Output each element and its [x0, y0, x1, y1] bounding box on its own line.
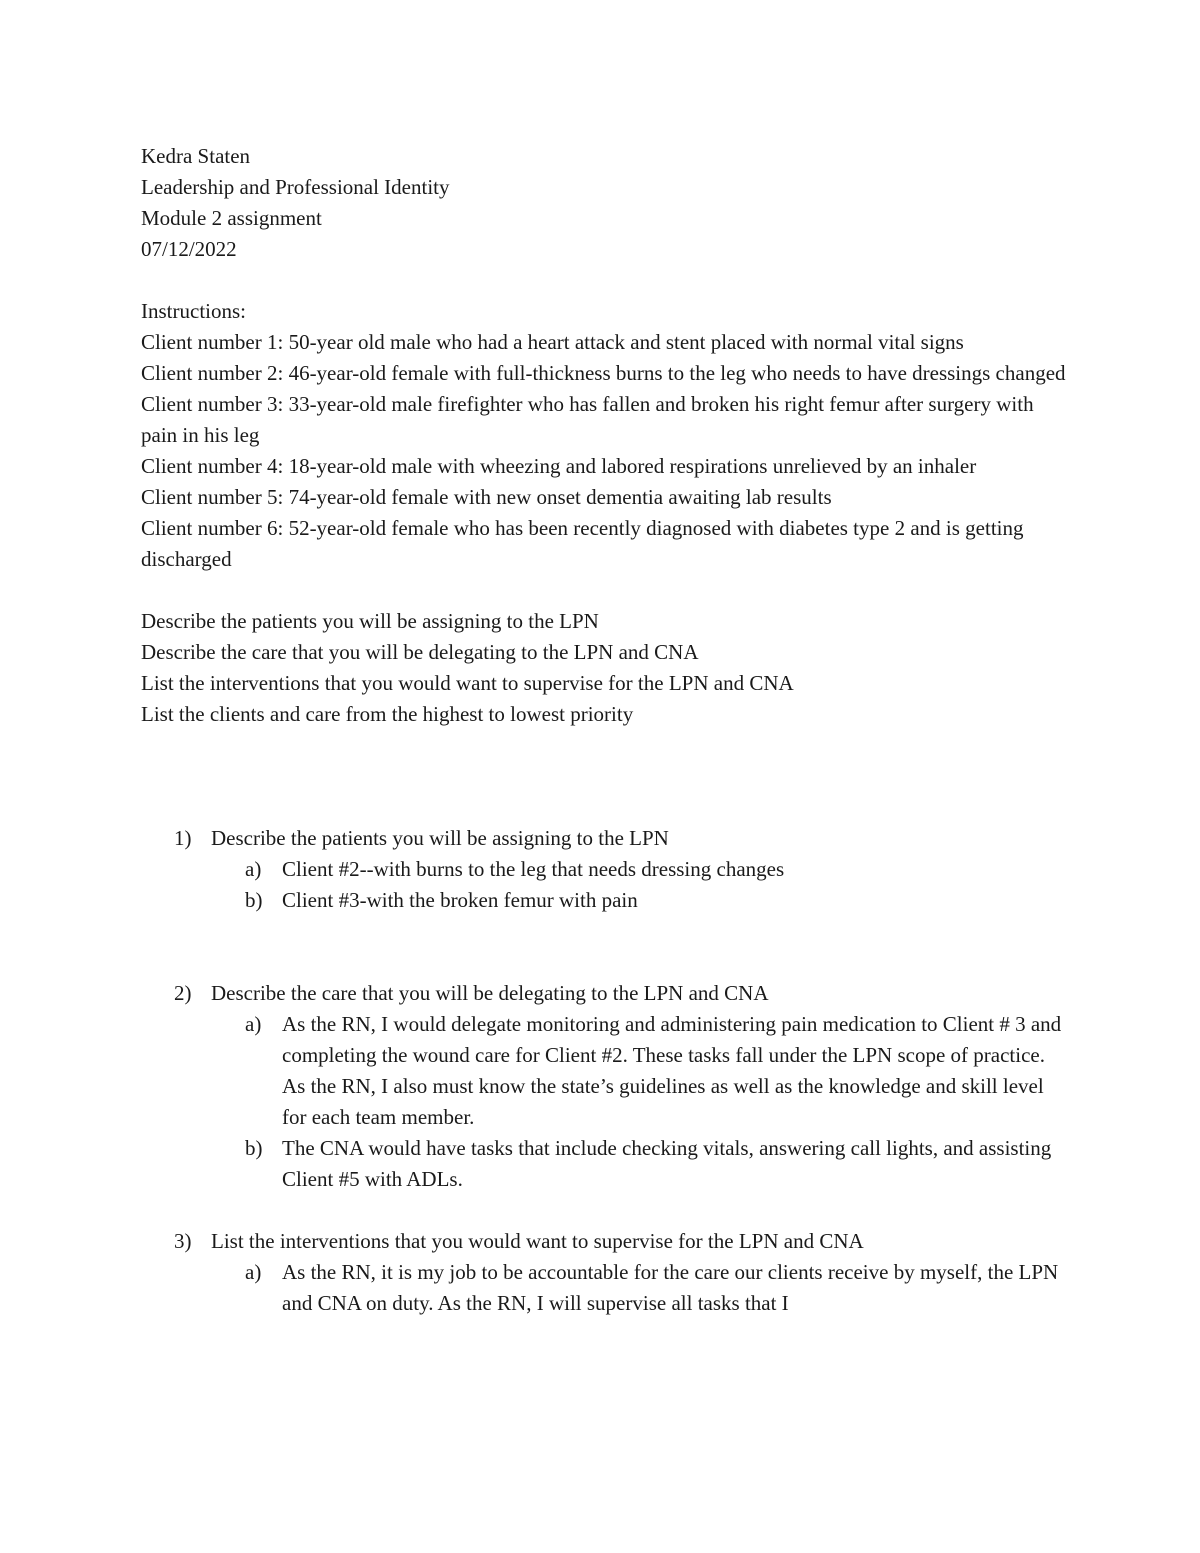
answer-question: Describe the care that you will be delegating to the LPN and CNA — [211, 981, 769, 1005]
answer-number: 3) — [174, 1229, 192, 1253]
answer-item — [141, 823, 1071, 916]
spacer — [141, 265, 1071, 296]
subitem-letter: a) — [245, 1260, 262, 1284]
answer-item — [141, 978, 1071, 1195]
client-description: Client number 3: 33-year-old male firefighter who has fallen and broken his right femur after surgery with pain in his leg — [141, 392, 1034, 447]
client-description: Client number 4: 18-year-old male with wheezing and labored respirations unrelieved by an inhaler — [141, 454, 977, 478]
subitem-letter: a) — [245, 857, 262, 881]
author-name: Kedra Staten — [141, 144, 251, 168]
answer-number: 1) — [174, 826, 192, 850]
answer-subitem — [211, 1133, 1071, 1195]
subitem-letter: b) — [245, 888, 263, 912]
assignment-title: Module 2 assignment — [141, 206, 322, 230]
subitem-text: The CNA would have tasks that include checking vitals, answering call lights, and assisting Client #5 with ADLs. — [282, 1136, 1052, 1191]
course-title: Leadership and Professional Identity — [141, 175, 450, 199]
subitem-letter: b) — [245, 1136, 263, 1160]
subitem-text: As the RN, it is my job to be accountable for the care our clients receive by myself, the LPN and CNA on duty. As the RN, I will supervise all tasks that I — [282, 1260, 1059, 1315]
answer-sublist — [211, 1009, 1071, 1195]
instructions-heading: Instructions: — [141, 299, 246, 323]
instruction-prompt: List the clients and care from the highest to lowest priority — [141, 702, 634, 726]
answer-number: 2) — [174, 981, 192, 1005]
answer-subitem — [211, 885, 1071, 916]
subitem-text: As the RN, I would delegate monitoring and administering pain medication to Client # 3 and completing the wound care for Client #2. These tasks fall under the LPN scope of practice. As the RN, I also must know the state’s guidelines as well as the knowledge and skill level for each team member. — [282, 1012, 1062, 1129]
spacer — [141, 1195, 1071, 1226]
client-description: Client number 5: 74-year-old female with new onset dementia awaiting lab results — [141, 485, 832, 509]
answer-question: Describe the patients you will be assigning to the LPN — [211, 826, 669, 850]
client-description: Client number 1: 50-year old male who had a heart attack and stent placed with normal vital signs — [141, 330, 964, 354]
answer-subitem — [211, 854, 1071, 885]
assignment-date: 07/12/2022 — [141, 237, 237, 261]
answer-question: List the interventions that you would want to supervise for the LPN and CNA — [211, 1229, 864, 1253]
subitem-letter: a) — [245, 1012, 262, 1036]
spacer — [141, 730, 1071, 823]
answer-subitem — [211, 1009, 1071, 1133]
answer-sublist — [211, 854, 1071, 916]
instruction-prompt: List the interventions that you would want to supervise for the LPN and CNA — [141, 671, 794, 695]
subitem-text: Client #2--with burns to the leg that needs dressing changes — [282, 857, 785, 881]
client-description: Client number 6: 52-year-old female who has been recently diagnosed with diabetes type 2 and is getting discharged — [141, 516, 1024, 571]
instruction-prompt: Describe the care that you will be delegating to the LPN and CNA — [141, 640, 699, 664]
answer-item — [141, 1226, 1071, 1319]
spacer — [141, 575, 1071, 606]
answer-sublist — [211, 1257, 1071, 1319]
instruction-prompt: Describe the patients you will be assigning to the LPN — [141, 609, 599, 633]
document-body — [141, 141, 1071, 1319]
spacer — [141, 916, 1071, 978]
subitem-text: Client #3-with the broken femur with pain — [282, 888, 638, 912]
answer-subitem — [211, 1257, 1071, 1319]
client-description: Client number 2: 46-year-old female with full-thickness burns to the leg who needs to have dressings changed — [141, 361, 1066, 385]
answer-list — [141, 823, 1071, 1319]
